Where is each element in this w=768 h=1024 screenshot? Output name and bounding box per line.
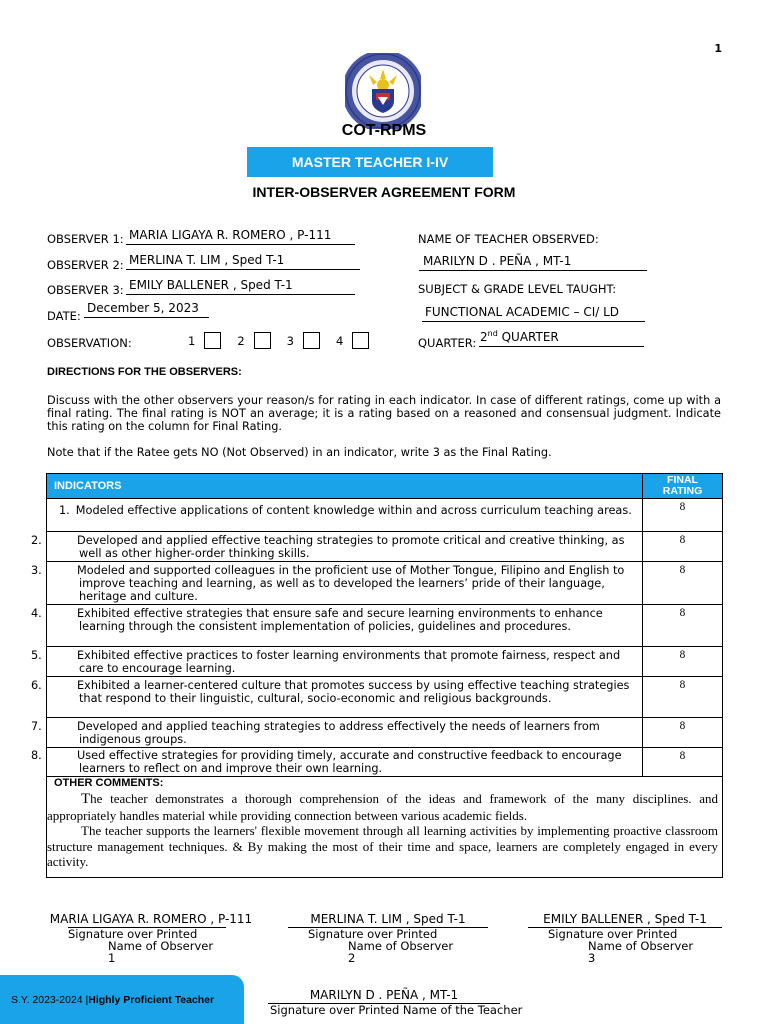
rating-cell[interactable]: 8 [643, 605, 723, 647]
observer-1-signature-name: MARIA LIGAYA R. ROMERO , P-111 [49, 912, 253, 926]
observation-checkbox-2[interactable] [254, 332, 271, 349]
observation-checkbox-4[interactable] [352, 332, 369, 349]
date-label: DATE: [47, 309, 81, 323]
final-rating-header [643, 474, 723, 499]
rank-banner [247, 147, 493, 177]
table-row [47, 499, 723, 532]
signature-caption: Signature over Printed [308, 927, 438, 941]
indicator-text-cell [31, 647, 643, 677]
final-rating-header-line-1: FINAL [667, 474, 698, 486]
directions-text: Discuss with the other observers your reason/s for rating in each indicator. In case of different ratings, come up with a final rating. The final rating is NOT an average; it is a rating based on a reasoned and consensual judgment. Indicate this rating on the column for Final Rating. [47, 394, 721, 433]
indicators-table [31, 473, 723, 878]
school-year-badge [0, 975, 244, 1024]
observation-checkbox-1[interactable] [204, 332, 221, 349]
rating-cell[interactable]: 8 [643, 532, 723, 562]
indicator-text: Exhibited effective practices to foster learning environments that promote fairness, respect and care to encourage learning. [77, 649, 621, 675]
school-year-text: S.Y. 2023-2024 | [11, 993, 89, 1006]
table-row [47, 605, 723, 647]
table-header-row [47, 474, 723, 499]
indicator-text-cell [31, 562, 643, 605]
observer-3-signature [528, 912, 722, 964]
indicator-text-cell [31, 532, 643, 562]
indicator-number: 8. [31, 749, 42, 762]
page-number: 1 [714, 42, 722, 55]
comments-row [47, 777, 723, 878]
rank-label: MASTER TEACHER I-IV [291, 154, 449, 170]
observation-option-2-label: 2 [237, 333, 245, 348]
teacher-name-label: NAME OF TEACHER OBSERVED: [418, 232, 599, 246]
observation-option-4-label: 4 [335, 333, 344, 348]
rating-cell[interactable]: 8 [643, 748, 723, 777]
indicator-number: 5. [31, 649, 42, 662]
indicator-text: Exhibited effective strategies that ensure safe and secure learning environments to enhance learning through the consistent implementation of policies, guidelines and procedures. [77, 607, 603, 633]
indicator-text-cell [47, 499, 643, 532]
observer-1-field[interactable]: MARIA LIGAYA R. ROMERO , P-111 [126, 228, 355, 245]
performance-level-text: Highly Proficient Teacher [88, 993, 215, 1006]
indicator-text: Modeled and supported colleagues in the proficient use of Mother Tongue, Filipino and English to improve teaching and learning, as well as to developed the learners’ pride of their language, heritage and culture. [77, 564, 625, 603]
table-row [47, 562, 723, 605]
indicator-text: Exhibited a learner-centered culture that promotes success by using effective teaching strategies that respond to their linguistic, cultural, socio-economic and religious backgrounds. [77, 679, 630, 705]
comment-dropcap: T [81, 791, 91, 807]
signature-caption: 3 [588, 951, 596, 965]
indicator-text-cell [31, 605, 643, 647]
observer-2-field[interactable]: MERLINA T. LIM , Sped T-1 [126, 253, 360, 270]
observation-checkboxes [188, 332, 385, 349]
indicator-number: 1. [59, 504, 70, 517]
quarter-suffix: nd [487, 329, 498, 338]
observer-2-label: OBSERVER 2: [47, 258, 124, 272]
indicator-number: 4. [31, 607, 42, 620]
teacher-signature-name: MARILYN D . PEÑA , MT-1 [268, 988, 500, 1004]
teacher-signature-caption: Signature over Printed Name of the Teacher [270, 1003, 523, 1017]
directions-note: Note that if the Ratee gets NO (Not Observed) in an indicator, write 3 as the Final Rating. [47, 446, 552, 459]
observation-option-1-label: 1 [188, 333, 196, 348]
comment-paragraph-2: The teacher supports the learners' flexible movement through all learning activities by implementing proactive classroom structure management techniques. & By making the most of their time and space, learners are completely engaged in every activity. [47, 823, 718, 869]
observation-checkbox-3[interactable] [303, 332, 320, 349]
signature-caption: Name of Observer [108, 939, 214, 953]
table-row [47, 677, 723, 718]
rating-cell[interactable]: 8 [643, 562, 723, 605]
rating-cell[interactable]: 8 [643, 499, 723, 532]
teacher-name-field[interactable]: MARILYN D . PEÑA , MT-1 [419, 254, 647, 271]
quarter-number: 2 [480, 330, 488, 344]
observer-3-signature-name: EMILY BALLENER , Sped T-1 [528, 912, 722, 928]
observer-2-signature [288, 912, 488, 964]
signature-caption: 2 [348, 951, 356, 965]
table-row [47, 647, 723, 677]
signature-caption: Signature over Printed [548, 927, 678, 941]
rating-cell[interactable]: 8 [643, 718, 723, 748]
indicator-text-cell [31, 748, 643, 777]
rating-cell[interactable]: 8 [643, 647, 723, 677]
indicator-number: 7. [31, 720, 42, 733]
observer-1-signature [38, 912, 264, 964]
table-row [47, 718, 723, 748]
indicator-text: Developed and applied effective teaching strategies to promote critical and creative thinking, as well as other higher-order thinking skills. [77, 534, 625, 560]
subject-field[interactable]: FUNCTIONAL ACADEMIC – CI/ LD [422, 305, 645, 322]
indicator-text: Developed and applied teaching strategies to address effectively the needs of learners from indigenous groups. [77, 720, 600, 746]
other-comments-cell[interactable] [47, 777, 723, 878]
deped-seal-logo [345, 53, 421, 129]
indicator-number: 6. [31, 679, 42, 692]
other-comments-heading: OTHER COMMENTS: [54, 777, 164, 789]
teacher-signature [268, 988, 500, 1004]
indicator-text-cell [31, 677, 643, 718]
observation-label: OBSERVATION: [47, 336, 132, 350]
observer-3-label: OBSERVER 3: [47, 283, 124, 297]
indicator-text-cell [31, 718, 643, 748]
signature-caption: Signature over Printed [68, 927, 226, 940]
comment-paragraph-1 [47, 791, 718, 823]
observer-1-label: OBSERVER 1: [47, 232, 124, 246]
signature-caption: 1 [108, 951, 116, 965]
observer-2-signature-name: MERLINA T. LIM , Sped T-1 [288, 912, 488, 928]
indicator-text: Used effective strategies for providing timely, accurate and constructive feedback to encourage learners to reflect on and improve their own learning. [77, 749, 622, 775]
quarter-label: QUARTER: [418, 336, 477, 350]
indicators-header: INDICATORS [47, 474, 643, 499]
quarter-text: QUARTER [497, 330, 559, 344]
table-row [47, 748, 723, 777]
signature-caption: Name of Observer [588, 939, 694, 953]
final-rating-header-line-2: RATING [662, 485, 703, 497]
directions-heading: DIRECTIONS FOR THE OBSERVERS: [47, 366, 242, 378]
table-row [47, 532, 723, 562]
form-title: COT-RPMS [341, 122, 427, 139]
date-field[interactable]: December 5, 2023 [84, 301, 209, 318]
indicator-number: 3. [31, 564, 42, 577]
quarter-field[interactable] [479, 330, 644, 347]
form-subtitle: INTER-OBSERVER AGREEMENT FORM [252, 184, 516, 200]
subject-label: SUBJECT & GRADE LEVEL TAUGHT: [418, 282, 617, 296]
signature-caption: Name of Observer [348, 939, 454, 953]
rating-cell[interactable]: 8 [643, 677, 723, 718]
indicator-text: Modeled effective applications of content knowledge within and across curriculum teaching areas. [75, 504, 632, 517]
observer-3-field[interactable]: EMILY BALLENER , Sped T-1 [126, 278, 355, 295]
comment-paragraph-1-text: he teacher demonstrates a thorough comprehension of the ideas and framework of the many disciplines. and appropriately handles material while providing connection between various academic fields. [47, 791, 718, 823]
indicator-number: 2. [31, 534, 42, 547]
observation-option-3-label: 3 [286, 333, 294, 348]
